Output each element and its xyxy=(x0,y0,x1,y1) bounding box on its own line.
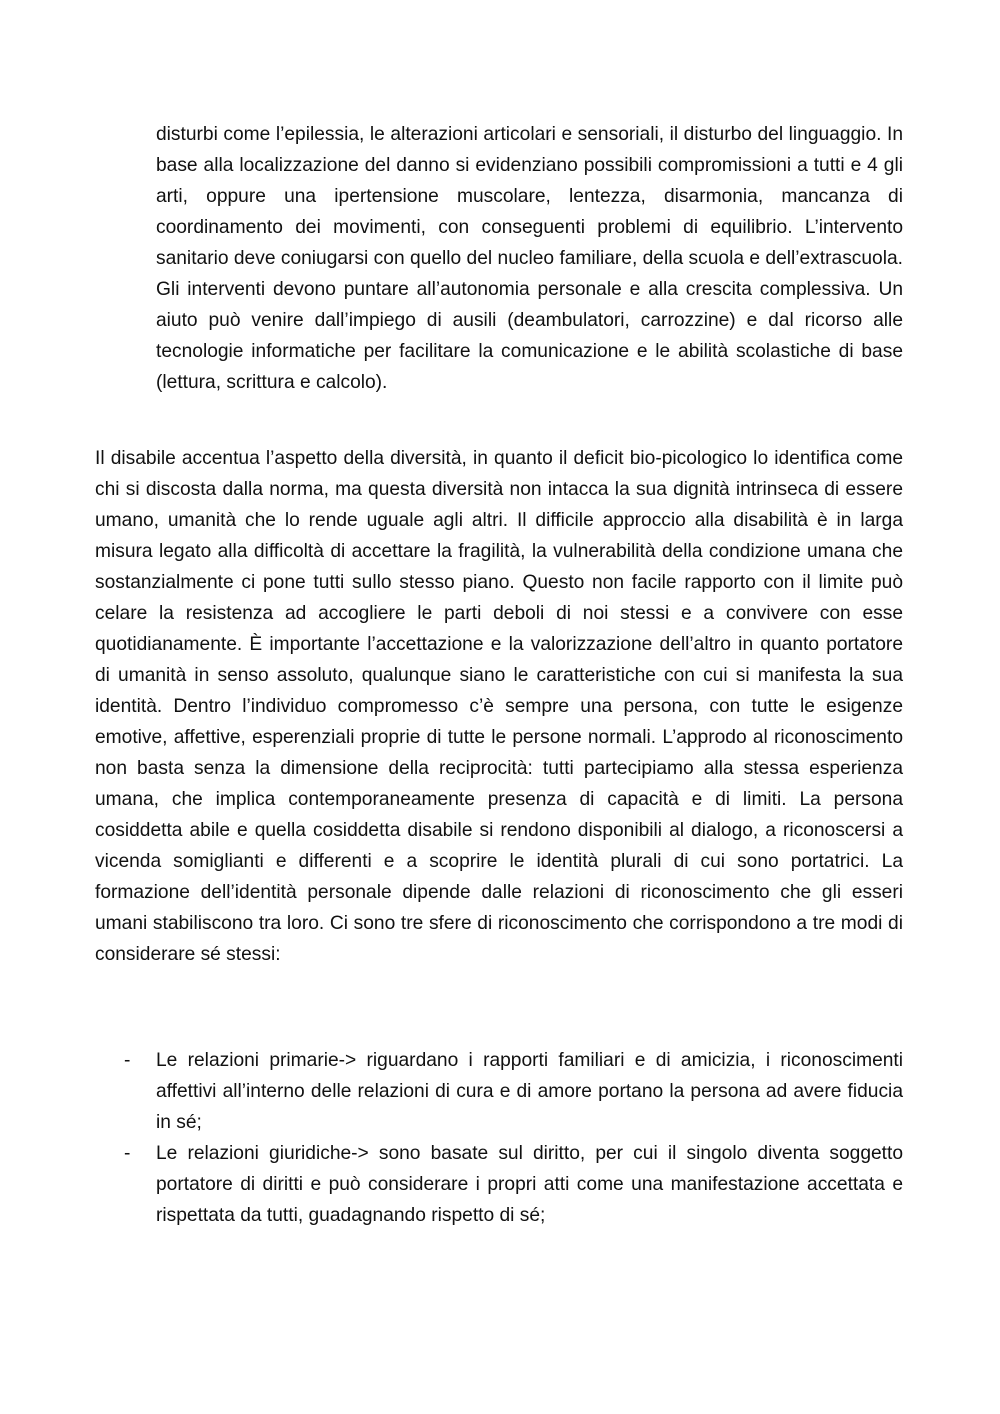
list-item-text: Le relazioni primarie-> riguardano i rapporti familiari e di amicizia, i riconoscimenti affettivi all’interno delle relazioni di cura e di amore portano la persona ad avere fiducia in sé; xyxy=(156,1050,903,1133)
main-paragraph: Il disabile accentua l’aspetto della diversità, in quanto il deficit bio-picologico lo identifica come chi si discosta dalla norma, ma questa diversità non intacca la sua dignità intrinseca di essere umano, umanità che lo rende uguale agli altri. Il difficile approccio alla disabilità è in larga misura legato alla difficoltà di accettare la fragilità, la vulnerabilità della condizione umana che sostanzialmente ci pone tutti sullo stesso piano. Questo non facile rapporto con il limite può celare la resistenza ad accogliere le parti deboli di noi stessi e a convivere con esse quotidianamente. È importante l’accettazione e la valorizzazione dell’altro in quanto portatore di umanità in senso assoluto, qualunque siano le caratteristiche con cui si manifesta la sua identità. Dentro l’individuo compromesso c’è sempre una persona, con tutte le esigenze emotive, affettive, esperenziali proprie di tutte le persone normali. L’approdo al riconoscimento non basta senza la dimensione della reciprocità: tutti partecipiamo alla stessa esperienza umana, che implica contemporaneamente presenza di capacità e di limiti. La persona cosiddetta abile e quella cosiddetta disabile si rendono disponibili al dialogo, a riconoscersi a vicenda somiglianti e differenti e a scoprire le identità plurali di cui sono portatrici. La formazione dell’identità personale dipende dalle relazioni di riconoscimento che gli esseri umani stabiliscono tra loro. Ci sono tre sfere di riconoscimento che corrispondono a tre modi di considerare sé stessi: xyxy=(95,448,903,965)
continued-paragraph: disturbi come l’epilessia, le alterazioni articolari e sensoriali, il disturbo del linguaggio. In base alla localizzazione del danno si evidenziano possibili compromissioni a tutti e 4 gli arti, oppure una ipertensione muscolare, lentezza, disarmonia, mancanza di coordinamento dei movimenti, con conseguenti problemi di equilibrio. L’intervento sanitario deve coniugarsi con quello del nucleo familiare, della scuola e dell’extrascuola. Gli interventi devono puntare all’autonomia personale e alla crescita complessiva. Un aiuto può venire dall’impiego di ausili (deambulatori, carrozzine) e dal ricorso alle tecnologie informatiche per facilitare la comunicazione e le abilità scolastiche di base (lettura, scrittura e calcolo). xyxy=(156,124,903,393)
list-item xyxy=(95,1045,903,1138)
list-marker: - xyxy=(124,1143,131,1164)
list-item-text: Le relazioni giuridiche-> sono basate sul diritto, per cui il singolo diventa soggetto portatore di diritti e può considerare i propri atti come una manifestazione accettata e rispettata da tutti, guadagnando rispetto di sé; xyxy=(156,1143,903,1226)
list-item xyxy=(95,1138,903,1231)
recognition-spheres-list xyxy=(95,1045,903,1231)
list-marker: - xyxy=(124,1050,131,1071)
